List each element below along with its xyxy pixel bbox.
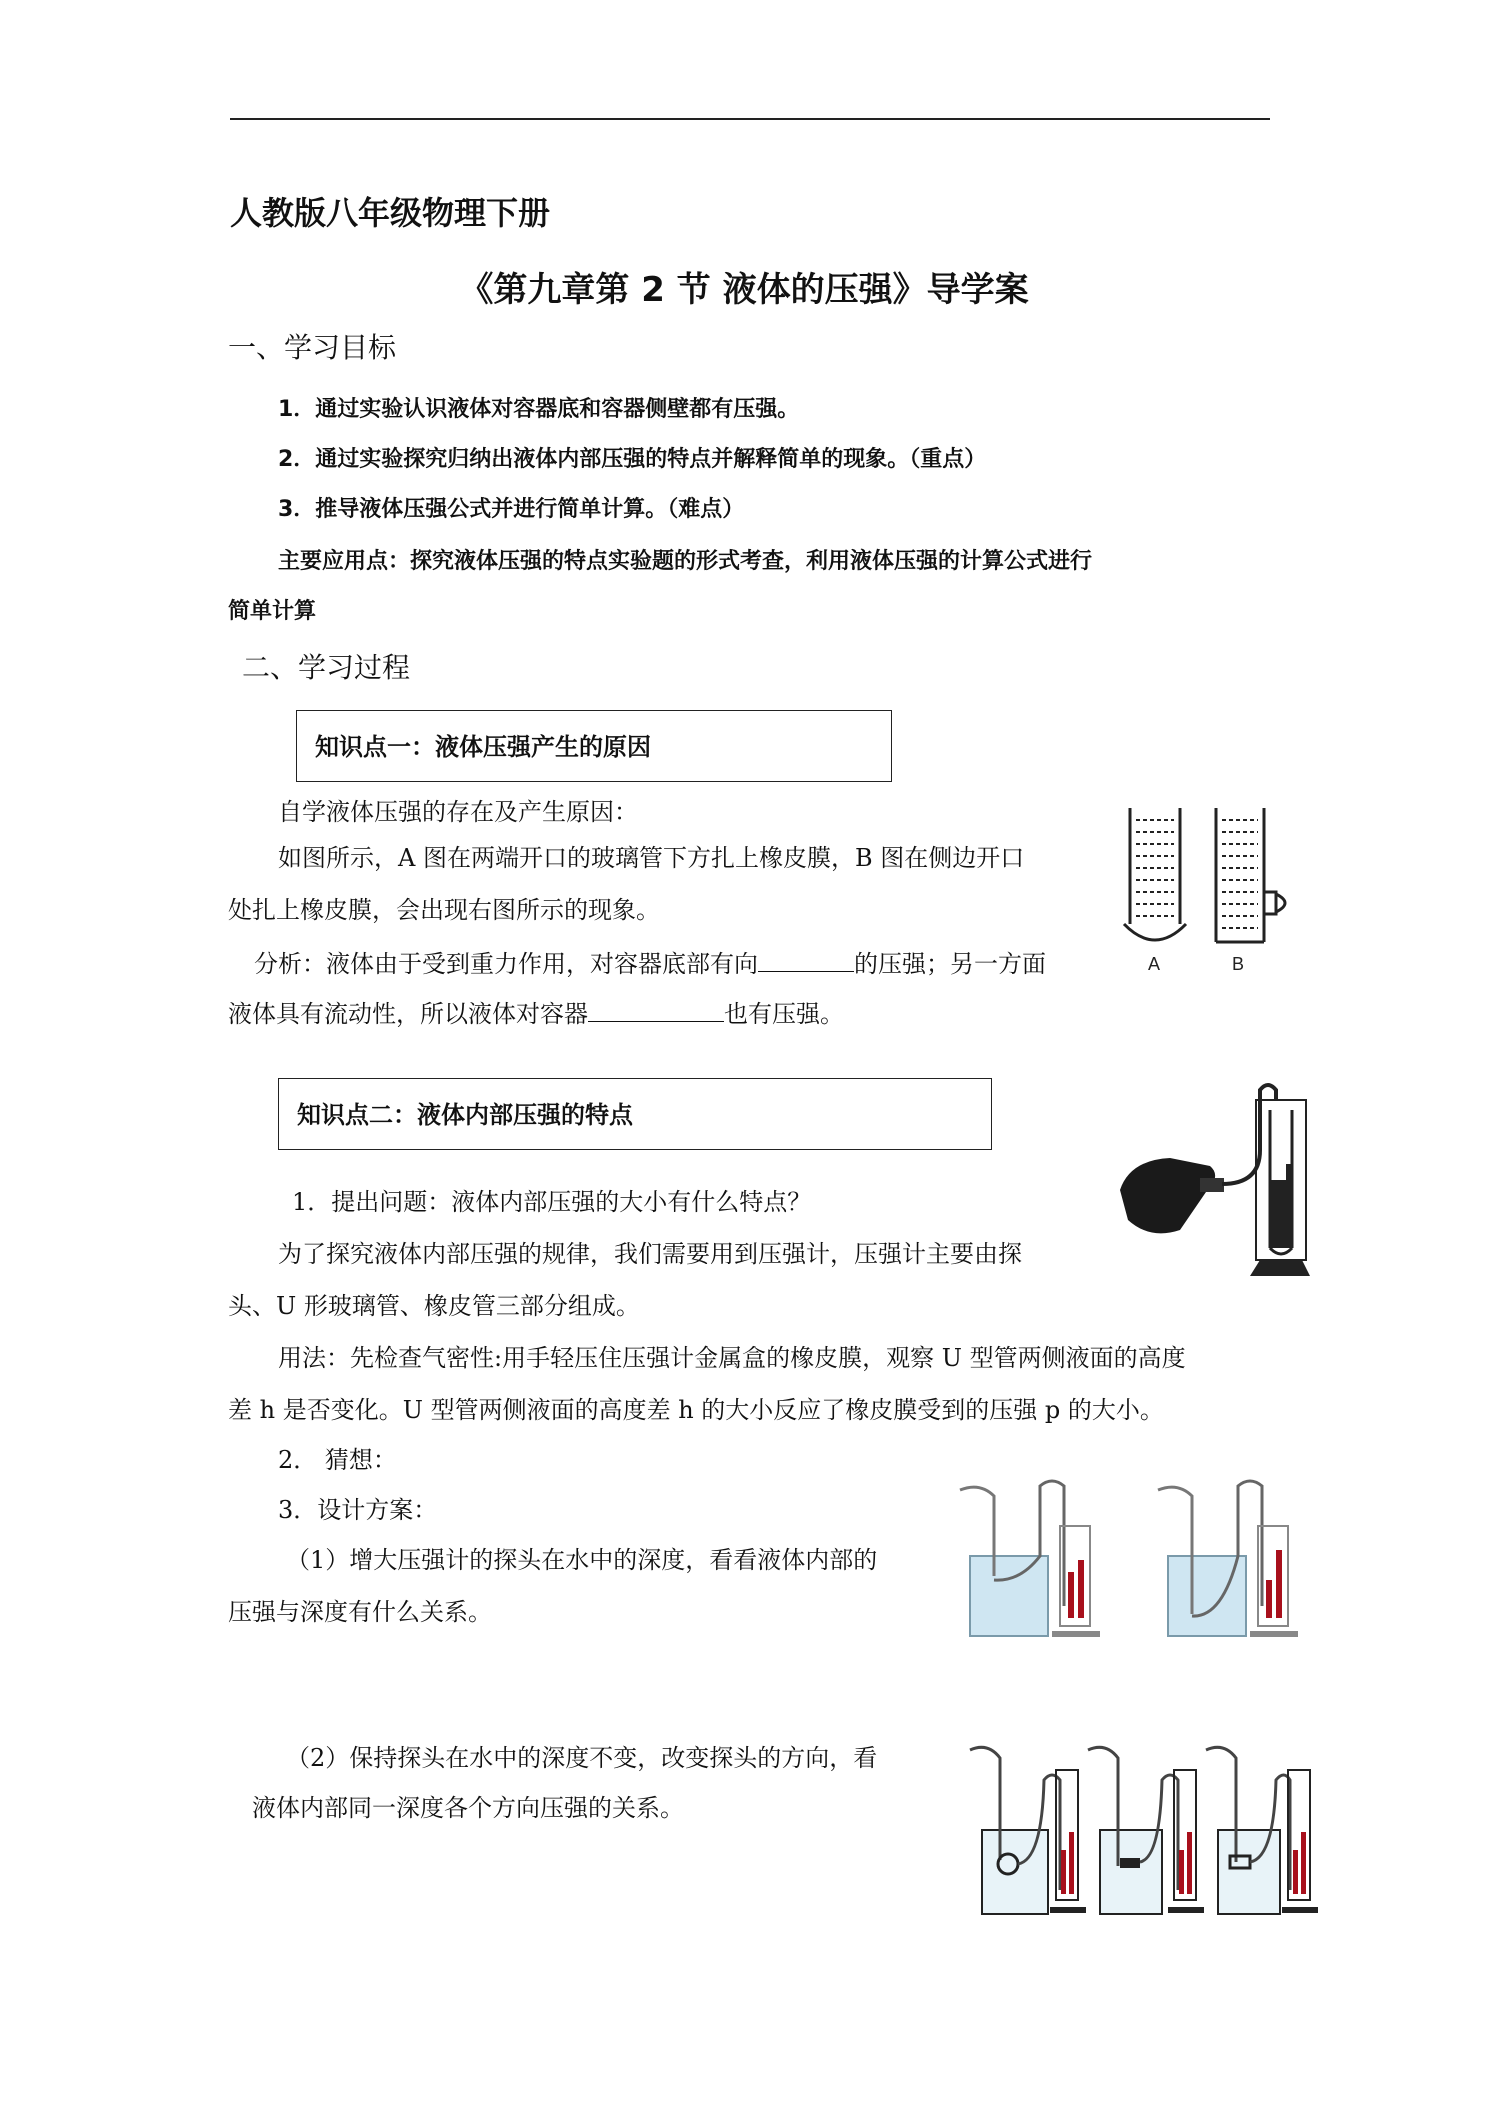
page-title: 《第九章第 2 节 液体的压强》导学案 <box>459 270 1029 310</box>
goal-item-1: 1．通过实验认识液体对容器底和容器侧壁都有压强。 <box>278 397 800 422</box>
goal-item-2: 2．通过实验探究归纳出液体内部压强的特点并解释简单的现象。（重点） <box>278 447 987 472</box>
knowledge-box-1 <box>296 710 892 782</box>
knowledge-box-2-title: 知识点二：液体内部压强的特点 <box>297 1101 633 1129</box>
knowledge-box-1-title: 知识点一：液体压强产生的原因 <box>315 733 651 761</box>
kp1-intro: 自学液体压强的存在及产生原因： <box>278 798 638 826</box>
kp1-analysis-line2 <box>228 994 844 1034</box>
application-point-line2: 简单计算 <box>228 599 317 624</box>
top-rule <box>230 118 1270 120</box>
gauge-direction-1 <box>970 1747 1086 1914</box>
kp2-question: 1．提出问题：液体内部压强的大小有什么特点？ <box>292 1188 812 1216</box>
gauge-direction-3 <box>1206 1747 1318 1914</box>
direction-experiment-figure <box>960 1740 1320 1920</box>
knowledge-box-2 <box>278 1078 992 1150</box>
analysis-text-d: 也有压强。 <box>724 1000 844 1028</box>
tube-ab-figure <box>1118 806 1358 976</box>
fig-label-a: A <box>1148 954 1161 974</box>
kp2-guess: 2． 猜想： <box>278 1446 397 1474</box>
kp2-para1-line1: 为了探究液体内部压强的规律，我们需要用到压强计，压强计主要由探 <box>278 1240 1022 1268</box>
kp2-usage-line1: 用法：先检查气密性:用手轻压住压强计金属盒的橡皮膜，观察 U 型管两侧液面的高度 <box>278 1344 1186 1372</box>
plan2-line1: （2）保持探头在水中的深度不变，改变探头的方向，看 <box>286 1744 878 1772</box>
process-heading: 二、学习过程 <box>242 651 411 684</box>
answer-blank-1[interactable] <box>758 945 854 972</box>
plan1-line2: 压强与深度有什么关系。 <box>228 1598 492 1626</box>
kp1-line2: 处扎上橡皮膜，会出现右图所示的现象。 <box>228 896 660 924</box>
goals-heading: 一、学习目标 <box>228 331 397 364</box>
kp1-line1: 如图所示，A 图在两端开口的玻璃管下方扎上橡皮膜，B 图在侧边开口 <box>278 844 1025 872</box>
goal-item-3: 3．推导液体压强公式并进行简单计算。（难点） <box>278 497 745 522</box>
depth-experiment-figure <box>940 1476 1300 1646</box>
fig-label-b: B <box>1232 954 1245 974</box>
kp1-analysis-line1 <box>254 944 1046 984</box>
pressure-gauge-figure <box>1110 1080 1310 1280</box>
application-point-line1: 主要应用点：探究液体压强的特点实验题的形式考查，利用液体压强的计算公式进行 <box>278 549 1093 574</box>
kp2-usage-line2: 差 h 是否变化。U 型管两侧液面的高度差 h 的大小反应了橡皮膜受到的压强 p 的大小。 <box>228 1396 1164 1424</box>
kp2-design: 3．设计方案： <box>278 1496 438 1524</box>
plan1-line1: （1）增大压强计的探头在水中的深度，看看液体内部的 <box>286 1546 878 1574</box>
plan2-line2: 液体内部同一深度各个方向压强的关系。 <box>252 1794 684 1822</box>
analysis-text-c: 液体具有流动性，所以液体对容器 <box>228 1000 588 1028</box>
kp2-para1-line2: 头、U 形玻璃管、橡皮管三部分组成。 <box>228 1292 640 1320</box>
beaker-deep <box>1158 1481 1298 1636</box>
analysis-text-a: 分析：液体由于受到重力作用，对容器底部有向 <box>254 950 758 978</box>
analysis-text-b: 的压强；另一方面 <box>854 950 1046 978</box>
gauge-direction-2 <box>1088 1747 1204 1914</box>
series-title: 人教版八年级物理下册 <box>230 194 551 232</box>
beaker-shallow <box>960 1481 1100 1636</box>
answer-blank-2[interactable] <box>588 995 724 1022</box>
